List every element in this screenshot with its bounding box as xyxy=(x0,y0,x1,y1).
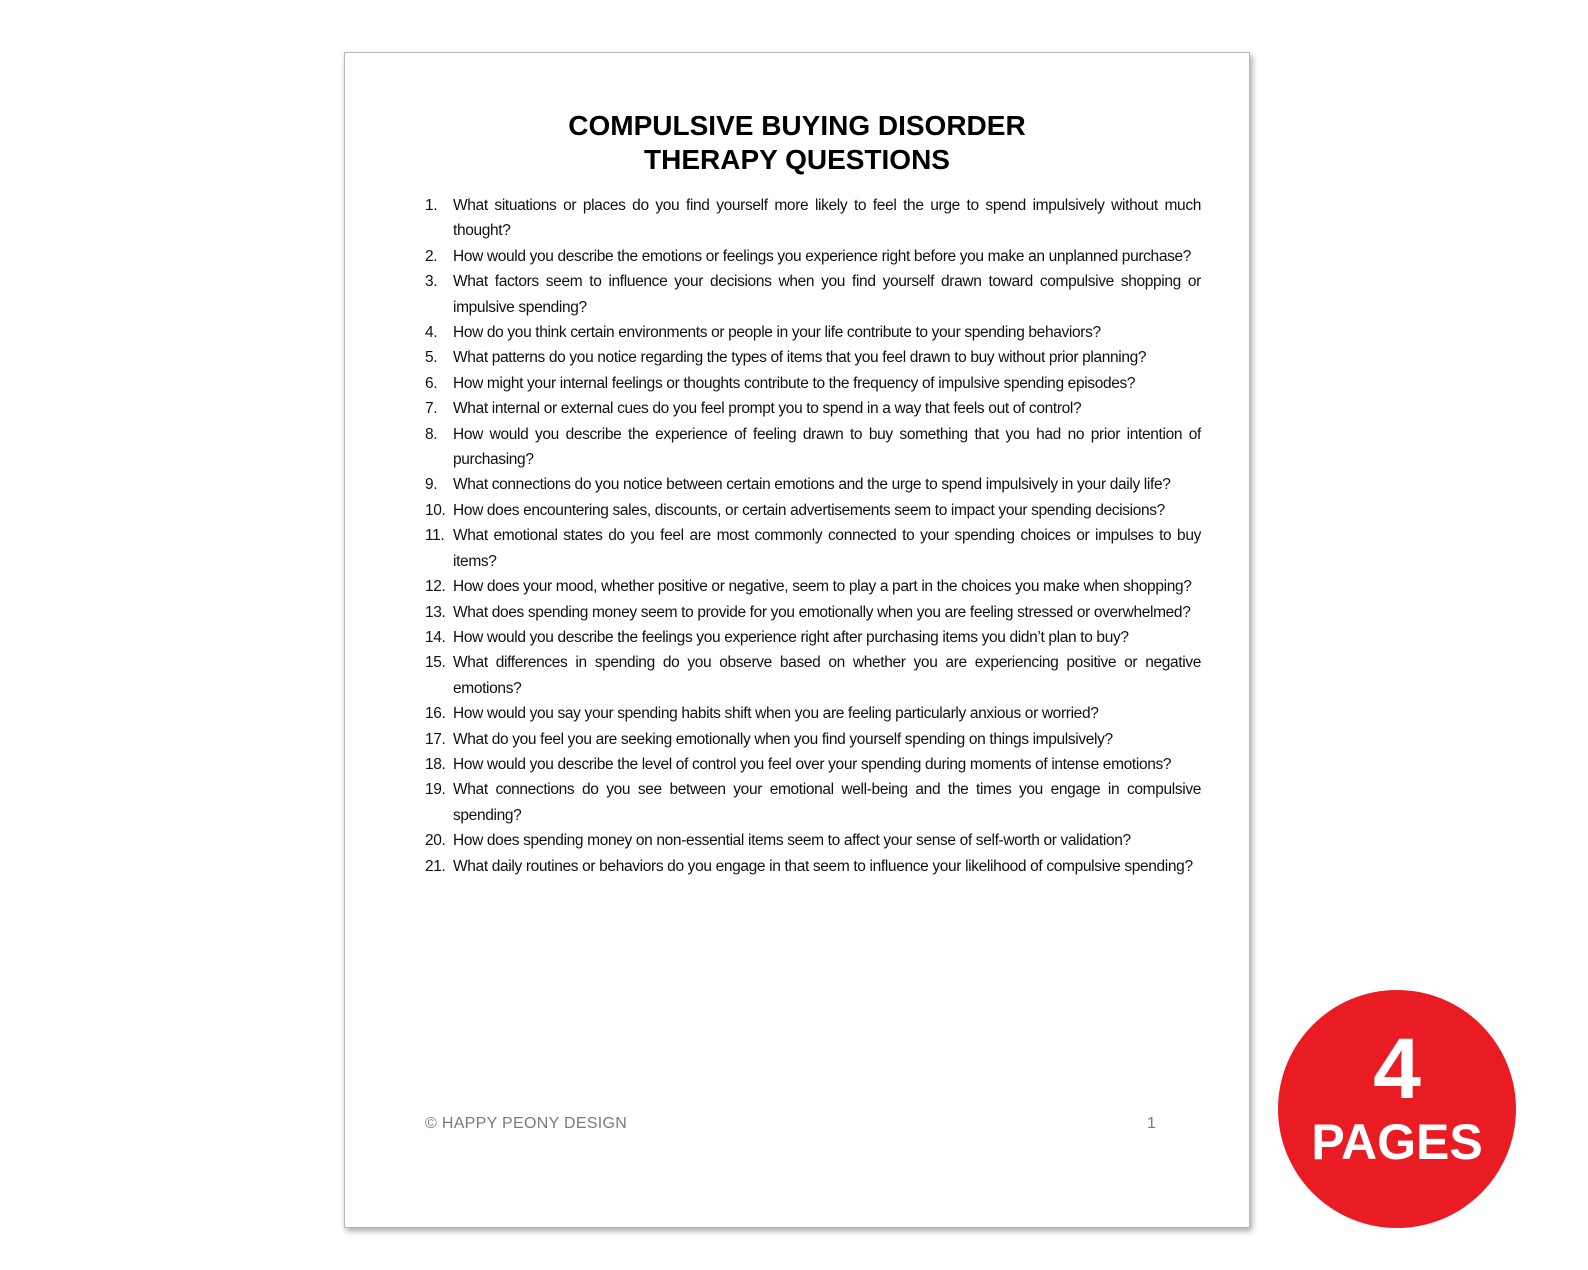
question-text: What patterns do you notice regarding the types of items that you feel drawn to buy without prior planning? xyxy=(453,349,1147,367)
question-item xyxy=(425,498,1201,523)
question-item xyxy=(425,244,1201,269)
title-line-2: THERAPY QUESTIONS xyxy=(644,144,950,175)
question-item xyxy=(425,574,1201,599)
question-text: What situations or places do you find yourself more likely to feel the urge to spend impulsively without much thought? xyxy=(453,197,1201,240)
question-number: 12. xyxy=(425,578,446,596)
question-text: How would you say your spending habits shift when you are feeling particularly anxious or worried? xyxy=(453,705,1099,723)
question-text: How does spending money on non-essential items seem to affect your sense of self-worth or validation? xyxy=(453,832,1131,850)
question-text: How would you describe the level of control you feel over your spending during moments of intense emotions? xyxy=(453,755,1172,773)
question-item xyxy=(425,828,1201,853)
question-number: 15. xyxy=(425,654,446,672)
question-item xyxy=(425,345,1201,370)
question-number: 4. xyxy=(425,324,438,342)
question-number: 5. xyxy=(425,349,438,367)
question-text: How would you describe the emotions or feelings you experience right before you make an unplanned purchase? xyxy=(453,247,1192,265)
question-item xyxy=(425,650,1201,701)
question-number: 14. xyxy=(425,628,446,646)
question-text: What differences in spending do you observe based on whether you are experiencing positive or negative emotions? xyxy=(453,654,1201,697)
question-number: 6. xyxy=(425,374,438,392)
question-text: What internal or external cues do you feel prompt you to spend in a way that feels out of control? xyxy=(453,400,1082,418)
question-text: What does spending money seem to provide for you emotionally when you are feeling stressed or overwhelmed? xyxy=(453,603,1191,621)
question-text: How would you describe the feelings you experience right after purchasing items you didn’t plan to buy? xyxy=(453,628,1129,646)
question-item xyxy=(425,600,1201,625)
question-item xyxy=(425,371,1201,396)
question-text: How do you think certain environments or people in your life contribute to your spending behaviors? xyxy=(453,324,1101,342)
question-text: What do you feel you are seeking emotionally when you find yourself spending on things impulsively? xyxy=(453,730,1113,748)
question-text: What connections do you see between your emotional well-being and the times you engage in compulsive spending? xyxy=(453,781,1201,824)
question-text: How would you describe the experience of feeling drawn to buy something that you had no prior intention of purchasing? xyxy=(453,425,1201,469)
question-text: What emotional states do you feel are most commonly connected to your spending choices or impulses to buy items? xyxy=(453,527,1201,570)
question-text: What factors seem to influence your decisions when you find yourself drawn toward compulsive shopping or impulsive spending? xyxy=(453,273,1201,316)
question-number: 18. xyxy=(425,755,446,773)
question-number: 3. xyxy=(425,273,438,291)
footer-copyright: © HAPPY PEONY DESIGN xyxy=(425,1115,628,1132)
question-number: 17. xyxy=(425,730,446,748)
question-text: How does encountering sales, discounts, or certain advertisements seem to impact your spending decisions? xyxy=(453,501,1165,519)
question-item xyxy=(425,701,1201,726)
page-count-badge xyxy=(1278,990,1516,1228)
question-number: 1. xyxy=(425,197,438,214)
question-number: 11. xyxy=(425,527,445,545)
page-title xyxy=(345,109,1249,177)
question-number: 21. xyxy=(425,857,446,875)
question-item xyxy=(425,472,1201,497)
page-number: 1 xyxy=(1147,1115,1156,1132)
question-text: What daily routines or behaviors do you engage in that seem to influence your likelihood of compulsive spending? xyxy=(453,857,1193,875)
question-number: 2. xyxy=(425,247,438,265)
question-item xyxy=(425,396,1201,421)
question-text: What connections do you notice between certain emotions and the urge to spend impulsively in your daily life? xyxy=(453,476,1171,494)
question-text: How does your mood, whether positive or negative, seem to play a part in the choices you make when shopping? xyxy=(453,578,1192,596)
document-page xyxy=(344,52,1250,1228)
question-number: 10. xyxy=(425,501,446,519)
question-item xyxy=(425,752,1201,777)
question-text: How might your internal feelings or thoughts contribute to the frequency of impulsive spending episodes? xyxy=(453,374,1136,392)
question-item xyxy=(425,625,1201,650)
question-item xyxy=(425,854,1201,879)
question-number: 7. xyxy=(425,400,438,418)
title-line-1: COMPULSIVE BUYING DISORDER xyxy=(568,110,1026,141)
page-count-label: PAGES xyxy=(1311,1114,1483,1170)
question-number: 20. xyxy=(425,832,446,850)
question-number: 16. xyxy=(425,705,446,723)
question-number: 8. xyxy=(425,425,438,443)
question-number: 9. xyxy=(425,476,438,494)
question-item xyxy=(425,777,1201,828)
question-number: 13. xyxy=(425,603,446,621)
question-item xyxy=(425,193,1201,244)
question-item xyxy=(425,422,1201,473)
question-list xyxy=(425,193,1201,879)
question-item xyxy=(425,320,1201,345)
question-item xyxy=(425,523,1201,574)
question-item xyxy=(425,727,1201,752)
question-item xyxy=(425,269,1201,320)
page-count-number: 4 xyxy=(1373,1021,1421,1117)
question-number: 19. xyxy=(425,781,446,799)
